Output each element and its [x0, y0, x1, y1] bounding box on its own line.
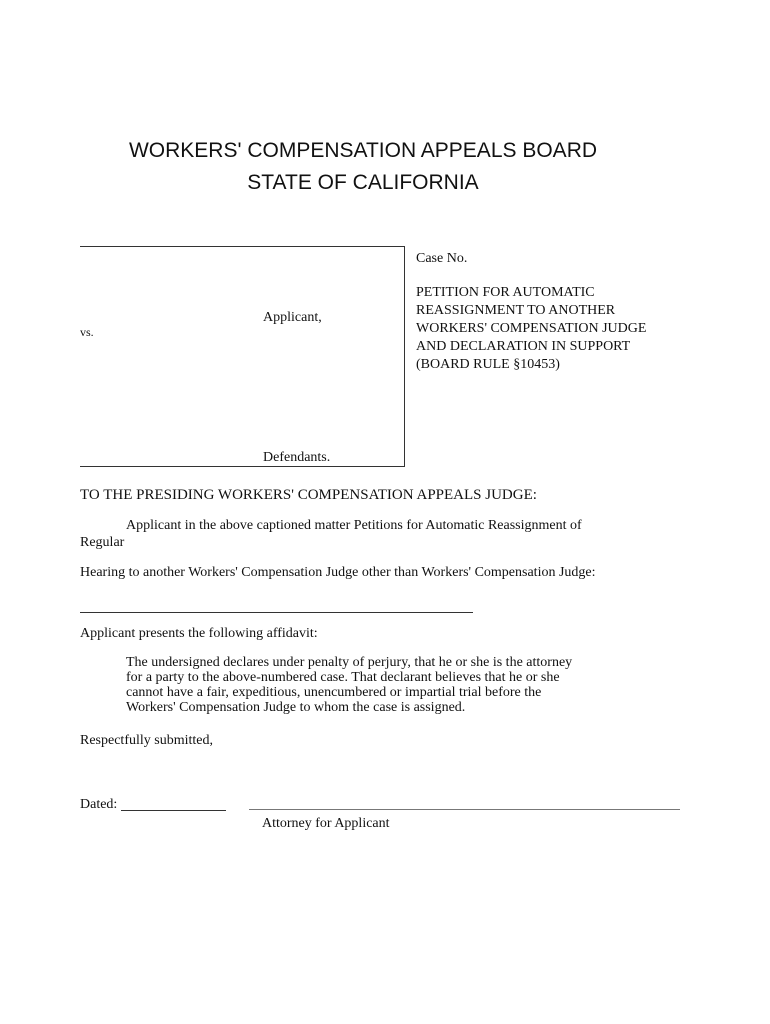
declaration-line: The undersigned declares under penalty of perjury, that he or she is the attorney: [126, 655, 573, 670]
state-title: STATE OF CALIFORNIA: [247, 171, 479, 194]
declaration-line: cannot have a fair, expeditious, unencumbered or impartial trial before the: [126, 685, 542, 700]
judge-name-blank: [80, 612, 473, 613]
closing-line: Respectfully submitted,: [80, 733, 213, 748]
vs-label: vs.: [80, 325, 94, 339]
caption-right-rule: [404, 246, 405, 467]
petition-paragraph-line: Applicant in the above captioned matter Petitions for Automatic Reassignment of: [126, 518, 582, 533]
attorney-label: Attorney for Applicant: [262, 816, 390, 831]
caption-top-rule: [80, 246, 405, 247]
affidavit-intro: Applicant presents the following affidavit:: [80, 626, 318, 641]
board-title: WORKERS' COMPENSATION APPEALS BOARD: [128, 139, 598, 162]
addressee-line: TO THE PRESIDING WORKERS' COMPENSATION APPEALS JUDGE:: [80, 487, 537, 503]
applicant-label: Applicant,: [263, 310, 322, 325]
petition-title-line: WORKERS' COMPENSATION JUDGE: [416, 321, 647, 336]
case-number-label: Case No.: [416, 251, 468, 266]
petition-paragraph-line: Regular: [80, 535, 125, 550]
declaration-line: Workers' Compensation Judge to whom the case is assigned.: [126, 700, 466, 715]
petition-title-line: AND DECLARATION IN SUPPORT: [416, 339, 631, 354]
dated-label: Dated:: [80, 797, 118, 812]
petition-title-line: (BOARD RULE §10453): [416, 357, 560, 372]
date-blank: [121, 810, 226, 811]
attorney-signature-line: [249, 809, 680, 810]
hearing-line: Hearing to another Workers' Compensation Judge other than Workers' Compensation Judge:: [80, 565, 596, 580]
defendants-label: Defendants.: [263, 450, 331, 465]
caption-bottom-rule: [80, 466, 405, 467]
declaration-line: for a party to the above-numbered case. That declarant believes that he or she: [126, 670, 560, 685]
petition-title-line: REASSIGNMENT TO ANOTHER: [416, 303, 616, 318]
petition-title-line: PETITION FOR AUTOMATIC: [416, 285, 595, 300]
